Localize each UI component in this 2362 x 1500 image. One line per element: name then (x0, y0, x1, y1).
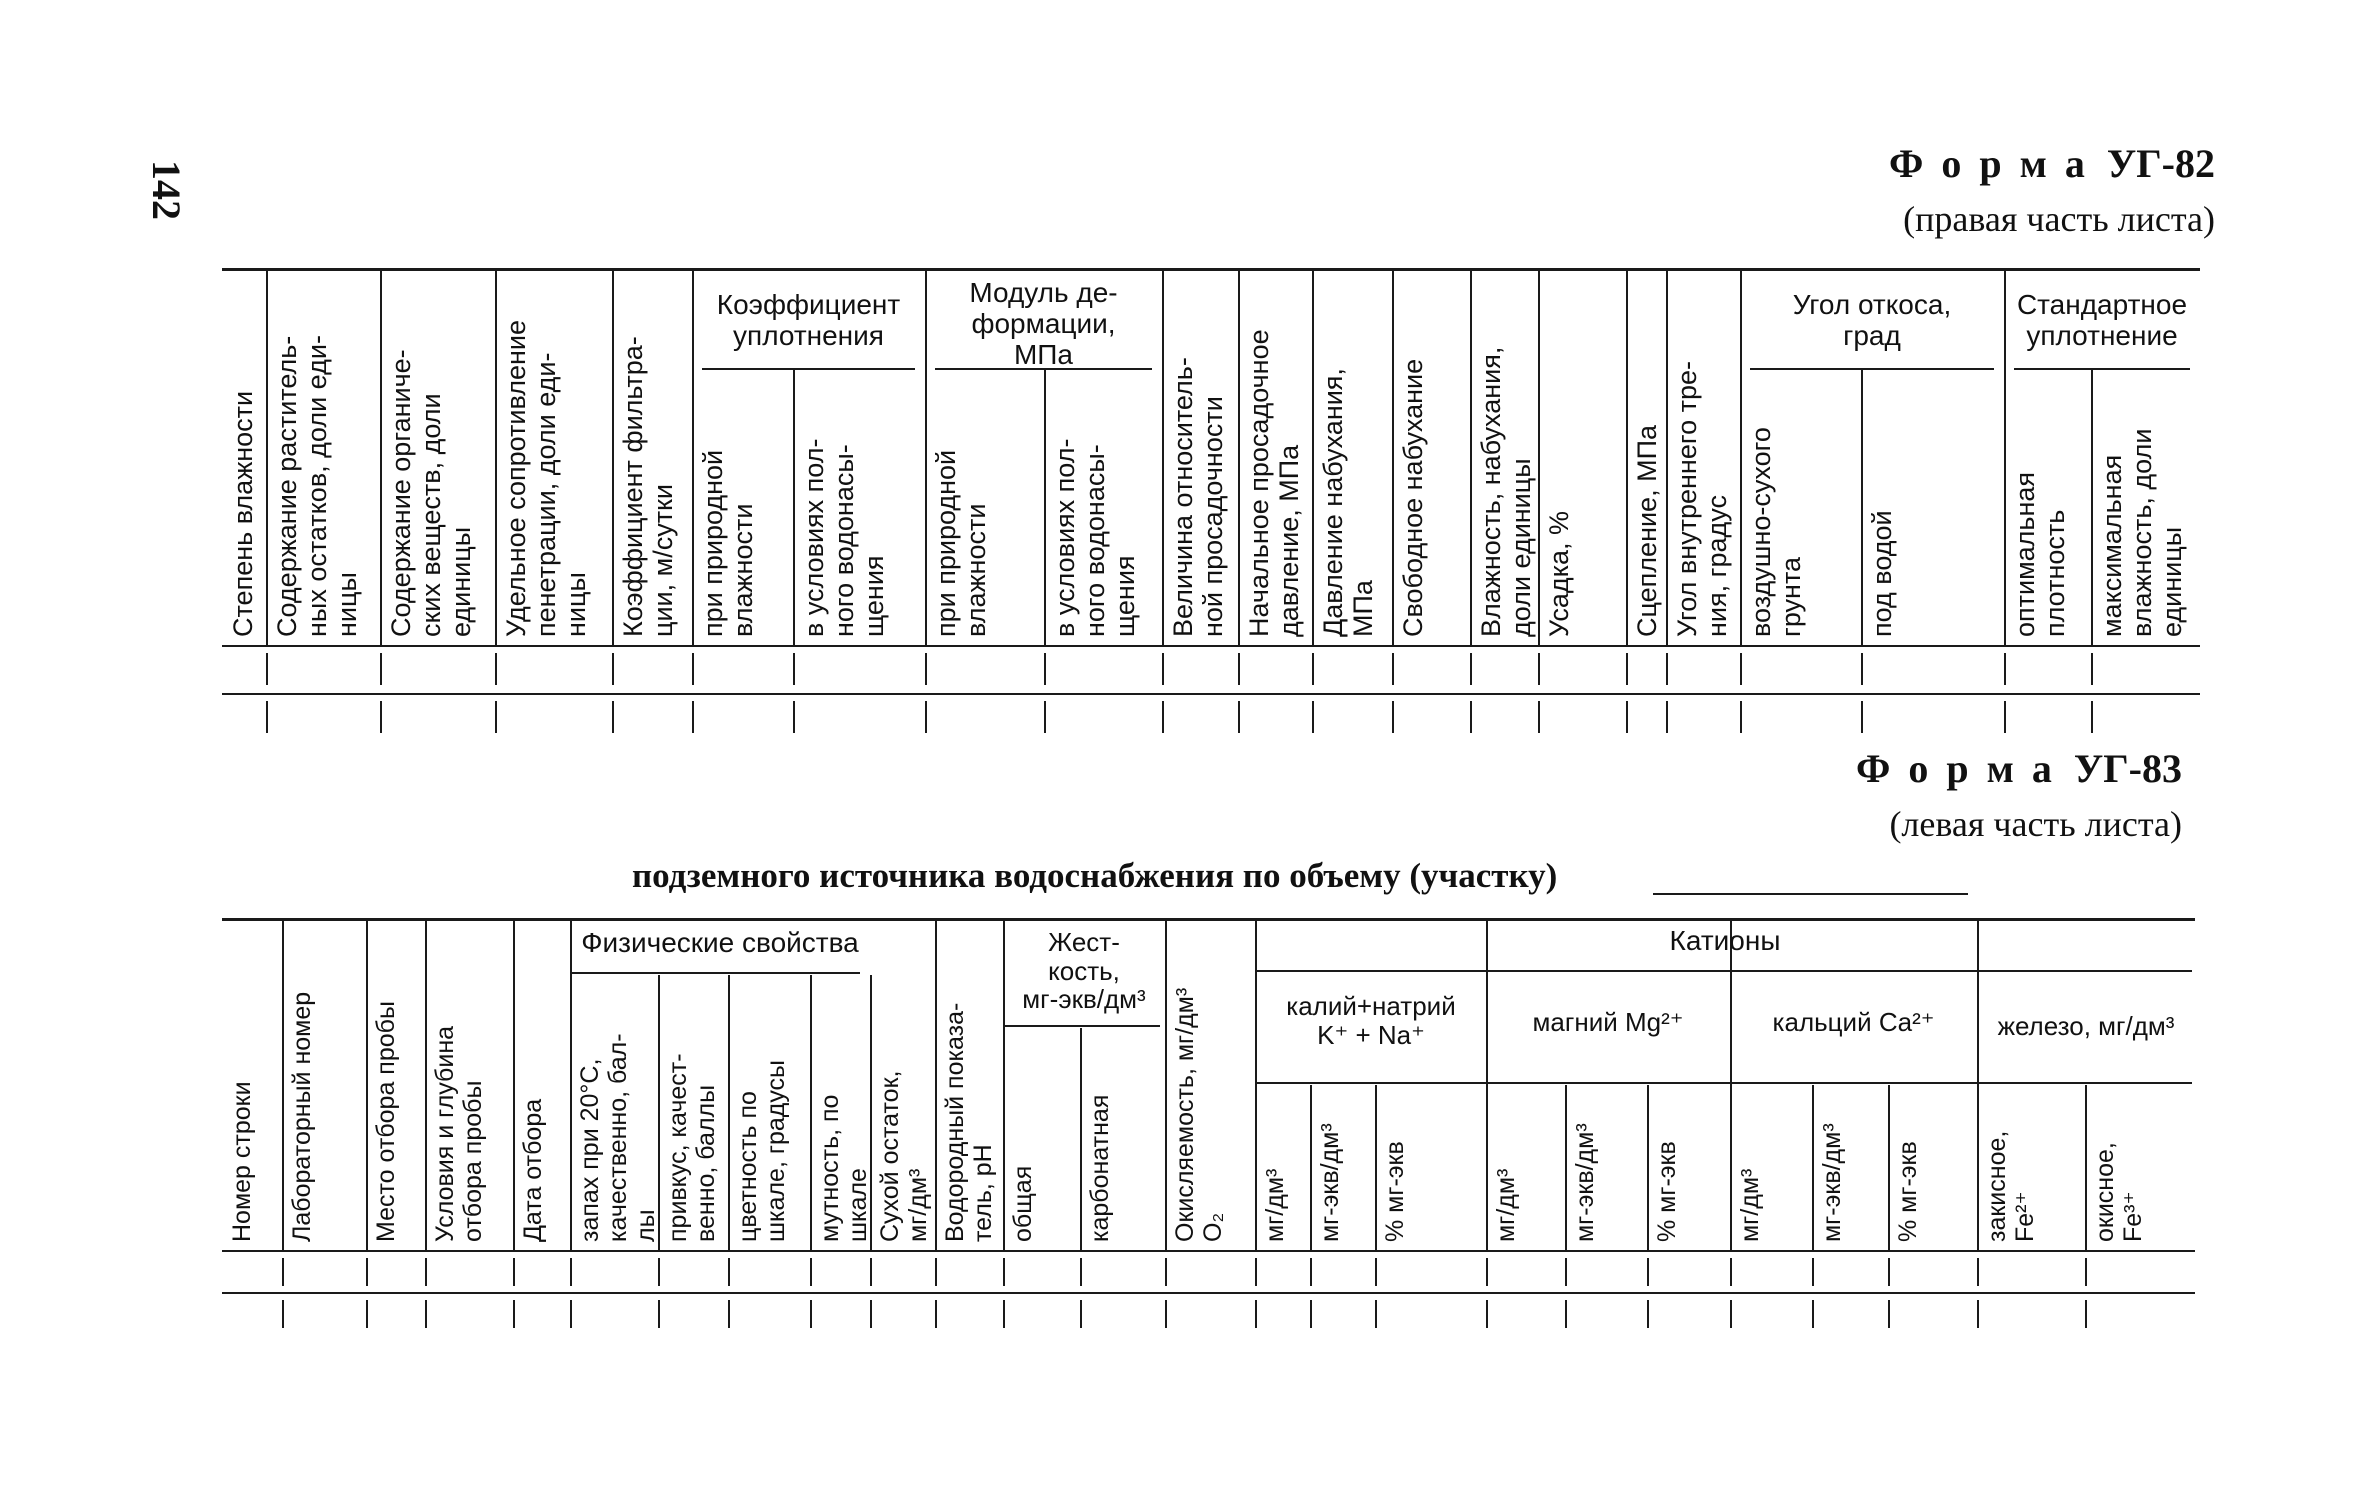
ug83-row-mark (1375, 1258, 1377, 1286)
ug83-col-divider (1165, 918, 1167, 1250)
ug83-row-mark (935, 1258, 937, 1286)
ug83-row-mark (1647, 1258, 1649, 1286)
ug82-row-mark (1740, 701, 1742, 733)
ug83-row-mark (2085, 1258, 2087, 1286)
ug83-row-mark (1730, 1258, 1732, 1286)
ug83-col-divider (425, 918, 427, 1250)
ug83-row-mark (728, 1300, 730, 1328)
ug83-col-label: мутность, по шкале (816, 1094, 872, 1242)
ug83-title-prefix: Ф о р м а (1856, 746, 2056, 791)
ug83-group-label: Жест- кость, мг-экв/дм³ (1022, 927, 1146, 1015)
ug82-title-prefix: Ф о р м а (1889, 141, 2089, 186)
ug83-col-divider (570, 918, 572, 1250)
ug82-row-mark (2091, 701, 2093, 733)
ug83-col-label: мг-экв/дм³ (1571, 1123, 1599, 1242)
ug83-col-divider (1977, 918, 1979, 1250)
ug83-heading-text: подземного источника водоснабжения по объему (участку) (632, 856, 1558, 895)
ug82-col-divider (1538, 268, 1540, 645)
ug83-row-mark (1647, 1300, 1649, 1328)
ug83-row-mark (870, 1258, 872, 1286)
ug82-row-mark (1861, 653, 1863, 685)
ug83-col-divider (366, 918, 368, 1250)
ug83-col-divider (1730, 918, 1732, 1250)
ug82-col-label: Влажность, набухания, доли единицы (1476, 346, 1537, 637)
ug83-row-mark (1486, 1258, 1488, 1286)
ug82-row-mark (612, 653, 614, 685)
ug83-heading (632, 856, 1557, 896)
ug83-col-label: мг/дм³ (1736, 1168, 1764, 1242)
ug83-row-mark (1888, 1258, 1890, 1286)
ug82-col-label: Сцепление, МПа (1632, 425, 1662, 637)
ug82-row-mark (2004, 653, 2006, 685)
ug82-row-mark (1626, 701, 1628, 733)
ug83-row-mark (425, 1300, 427, 1328)
ug83-group-rule (1257, 970, 2192, 972)
ug83-heading-blank-line (1653, 893, 1968, 895)
ug83-row-mark (1255, 1258, 1257, 1286)
ug82-col-label: максимальная влажность, доли единицы (2097, 428, 2188, 637)
ug82-row-mark (1162, 701, 1164, 733)
ug82-row-mark (1666, 701, 1668, 733)
ug82-subtitle: (правая часть листа) (1903, 199, 2215, 239)
ug83-col-divider (1888, 1085, 1890, 1250)
ug82-row-mark (612, 701, 614, 733)
ug83-row-mark (810, 1300, 812, 1328)
ug83-row-mark (1486, 1300, 1488, 1328)
ug83-subtitle: (левая часть листа) (1889, 804, 2182, 844)
ug83-row-mark (935, 1300, 937, 1328)
ug82-row-mark (1538, 653, 1540, 685)
ug83-row-mark (810, 1258, 812, 1286)
ug82-col-divider (1470, 268, 1472, 645)
ug83-group-rule (572, 972, 860, 974)
ug82-header-bottom-rule (222, 645, 2200, 647)
ug83-col-divider (1565, 1085, 1567, 1250)
ug83-col-label: Номер строки (228, 1081, 256, 1242)
ug82-col-divider (266, 268, 268, 645)
ug83-row-mark (570, 1258, 572, 1286)
ug82-col-divider (1238, 268, 1240, 645)
ug83-row-mark (728, 1258, 730, 1286)
ug83-col-divider (1255, 918, 1257, 1250)
ug82-col-divider (380, 268, 382, 645)
ug83-header-bottom-rule (222, 1250, 2195, 1252)
ug82-row-mark (1861, 701, 1863, 733)
ug82-row-mark (925, 653, 927, 685)
ug83-col-divider (1310, 1085, 1312, 1250)
ug82-group-label: Модуль де- формации, МПа (969, 277, 1118, 370)
ug82-col-divider (1861, 370, 1863, 645)
ug82-top-rule (222, 268, 2200, 271)
ug83-col-divider (1486, 918, 1488, 1250)
ug83-col-label: мг/дм³ (1492, 1168, 1520, 1242)
ug82-col-label: Коэффициент фильтра- ции, м/сутки (618, 336, 679, 637)
ug82-row-mark (692, 701, 694, 733)
ug83-group-label: магний Mg²⁺ (1532, 1007, 1684, 1037)
ug83-row-mark (1565, 1300, 1567, 1328)
ug82-col-divider (495, 268, 497, 645)
ug83-col-divider (810, 975, 812, 1250)
ug83-row-mark (1375, 1300, 1377, 1328)
ug82-row-mark (380, 701, 382, 733)
ug82-group-rule (2014, 368, 2190, 370)
ug83-col-label: Дата отбора (519, 1098, 547, 1242)
ug83-row-mark (1812, 1300, 1814, 1328)
ug83-col-label: % мг-экв (1381, 1141, 1409, 1242)
ug83-row-mark (870, 1300, 872, 1328)
ug82-row-mark (2091, 653, 2093, 685)
ug82-col-label: при природной влажности (931, 449, 992, 637)
ug82-col-divider (1044, 370, 1046, 645)
ug83-col-label: цветность по шкале, градусы (734, 1059, 790, 1242)
ug83-row-mark (1310, 1300, 1312, 1328)
ug83-col-label: мг/дм³ (1261, 1168, 1289, 1242)
ug83-row-mark (513, 1300, 515, 1328)
ug83-row-mark (282, 1258, 284, 1286)
ug83-col-label: карбонатная (1086, 1094, 1114, 1242)
ug83-group-label: Катионы (1669, 925, 1781, 956)
ug82-group-label: Коэффициент уплотнения (716, 289, 901, 351)
ug82-row-mark (692, 653, 694, 685)
ug82-row-mark (1470, 653, 1472, 685)
ug83-col-label: Сухой остаток, мг/дм³ (876, 1070, 932, 1242)
ug83-col-label: мг-экв/дм³ (1818, 1123, 1846, 1242)
ug82-row-mark (266, 701, 268, 733)
ug82-col-divider (2091, 370, 2093, 645)
ug83-col-divider (1080, 1028, 1082, 1250)
ug82-row-mark (1044, 701, 1046, 733)
ug83-row-mark (1977, 1258, 1979, 1286)
ug83-row-mark (1812, 1258, 1814, 1286)
ug82-row-mark (1392, 701, 1394, 733)
ug82-row-mark (495, 701, 497, 733)
page-number: 142 (144, 160, 189, 220)
ug83-row-mark (1080, 1300, 1082, 1328)
ug83-row-mark (1003, 1258, 1005, 1286)
ug83-col-divider (513, 918, 515, 1250)
ug82-row-mark (1238, 701, 1240, 733)
ug82-row-mark (793, 653, 795, 685)
ug83-col-label: Окисляемость, мг/дм³ O₂ (1171, 987, 1227, 1242)
ug82-row-mark (1392, 653, 1394, 685)
ug83-col-divider (935, 918, 937, 1250)
ug82-row-rule (222, 693, 2200, 695)
ug82-title (1889, 140, 2215, 187)
ug82-row-mark (1470, 701, 1472, 733)
ug82-row-mark (1626, 653, 1628, 685)
ug83-row-mark (513, 1258, 515, 1286)
ug83-col-label: % мг-экв (1894, 1141, 1922, 1242)
ug82-row-mark (793, 701, 795, 733)
ug83-group-label: калий+натрий K⁺ + Na⁺ (1286, 991, 1456, 1050)
ug82-col-label: при природной влажности (698, 449, 759, 637)
ug82-col-label: в условиях пол- ного водонасы- щения (799, 438, 890, 637)
ug82-row-mark (380, 653, 382, 685)
ug83-col-label: закисное, Fe²⁺ (1983, 1130, 2039, 1242)
ug83-row-mark (1165, 1258, 1167, 1286)
ug83-col-divider (1375, 1085, 1377, 1250)
ug83-row-mark (570, 1300, 572, 1328)
ug83-title (1856, 745, 2182, 792)
ug82-group-rule (702, 368, 915, 370)
ug82-col-divider (612, 268, 614, 645)
ug82-group-label: Стандартное уплотнение (2016, 289, 2188, 351)
ug83-row-mark (1888, 1300, 1890, 1328)
ug83-group-rule (1005, 1025, 1160, 1027)
ug82-row-mark (1538, 701, 1540, 733)
ug82-col-divider (1392, 268, 1394, 645)
ug82-col-label: Степень влажности (228, 390, 258, 637)
ug83-col-divider (2085, 1085, 2087, 1250)
ug83-col-label: Место отбора пробы (372, 1001, 400, 1242)
ug83-col-label: окисное, Fe³⁺ (2091, 1142, 2147, 1242)
ug83-col-label: % мг-экв (1653, 1141, 1681, 1242)
ug83-row-rule (222, 1292, 2195, 1294)
ug82-col-label: Усадка, % (1544, 510, 1574, 637)
ug83-col-label: Условия и глубина отбора пробы (431, 1025, 487, 1242)
ug82-col-label: Величина относитель- ной просадочности (1168, 357, 1229, 637)
ug82-col-label: под водой (1867, 510, 1897, 637)
ug82-col-label: Содержание раститель- ных остатков, доли еди- ницы (272, 335, 363, 637)
ug82-row-mark (1312, 701, 1314, 733)
ug83-row-mark (1255, 1300, 1257, 1328)
ug82-col-divider (1666, 268, 1668, 645)
ug83-top-rule (222, 918, 2195, 921)
ug83-row-mark (1003, 1300, 1005, 1328)
ug82-col-label: оптимальная плотность (2010, 471, 2071, 637)
ug83-row-mark (658, 1258, 660, 1286)
ug83-col-label: Лабораторный номер (288, 991, 316, 1242)
ug83-col-divider (1812, 1085, 1814, 1250)
ug82-col-label: Давление набухания, МПа (1318, 368, 1379, 637)
ug83-row-mark (282, 1300, 284, 1328)
ug82-col-label: Содержание органиче- ских веществ, доли единицы (386, 349, 477, 637)
ug83-row-mark (1730, 1300, 1732, 1328)
ug82-group-rule (1750, 368, 1994, 370)
ug82-row-mark (495, 653, 497, 685)
ug83-col-label: запах при 20°С, качественно, бал- лы (576, 1033, 660, 1242)
ug82-col-divider (793, 370, 795, 645)
ug82-row-mark (1666, 653, 1668, 685)
ug82-row-mark (1162, 653, 1164, 685)
ug83-row-mark (366, 1300, 368, 1328)
ug82-row-mark (266, 653, 268, 685)
ug82-col-label: Угол внутреннего тре- ния, градус (1672, 360, 1733, 637)
ug82-row-mark (1740, 653, 1742, 685)
ug82-col-label: Начальное просадочное давление, МПа (1244, 329, 1305, 637)
ug83-col-label: мг-экв/дм³ (1316, 1123, 1344, 1242)
ug82-row-mark (2004, 701, 2006, 733)
ug83-row-mark (1165, 1300, 1167, 1328)
ug83-group-label: Физические свойства (581, 927, 859, 958)
ug82-group-label: Угол откоса, град (1792, 289, 1952, 351)
ug83-row-mark (658, 1300, 660, 1328)
ug82-row-mark (925, 701, 927, 733)
ug82-row-mark (1044, 653, 1046, 685)
ug83-col-divider (728, 975, 730, 1250)
ug82-col-divider (1162, 268, 1164, 645)
ug83-row-mark (425, 1258, 427, 1286)
ug83-title-code: УГ-83 (2073, 746, 2182, 791)
ug83-group-rule (1257, 1082, 2192, 1084)
ug83-col-label: общая (1009, 1165, 1037, 1242)
ug83-row-mark (1080, 1258, 1082, 1286)
ug83-col-divider (1647, 1085, 1649, 1250)
ug83-row-mark (2085, 1300, 2087, 1328)
ug82-col-label: Свободное набухание (1398, 358, 1428, 637)
ug82-col-label: в условиях пол- ного водонасы- щения (1050, 438, 1141, 637)
ug82-row-mark (1312, 653, 1314, 685)
ug83-group-label: кальций Ca²⁺ (1772, 1007, 1935, 1037)
ug83-group-label: железо, мг/дм³ (1997, 1011, 2175, 1041)
ug83-col-label: привкус, качест- венно, баллы (664, 1053, 720, 1242)
ug82-col-label: воздушно-сухого грунта (1746, 427, 1807, 637)
ug83-col-label: Водородный показа- тель, рН (941, 1002, 997, 1242)
ug82-title-code: УГ-82 (2106, 141, 2215, 186)
ug83-col-divider (282, 918, 284, 1250)
ug83-row-mark (366, 1258, 368, 1286)
ug83-row-mark (1977, 1300, 1979, 1328)
ug82-col-divider (1312, 268, 1314, 645)
ug83-row-mark (1565, 1258, 1567, 1286)
ug82-row-mark (1238, 653, 1240, 685)
ug82-col-label: Удельное сопротивление пенетрации, доли еди- ницы (501, 319, 592, 637)
ug82-col-divider (1626, 268, 1628, 645)
ug83-row-mark (1310, 1258, 1312, 1286)
